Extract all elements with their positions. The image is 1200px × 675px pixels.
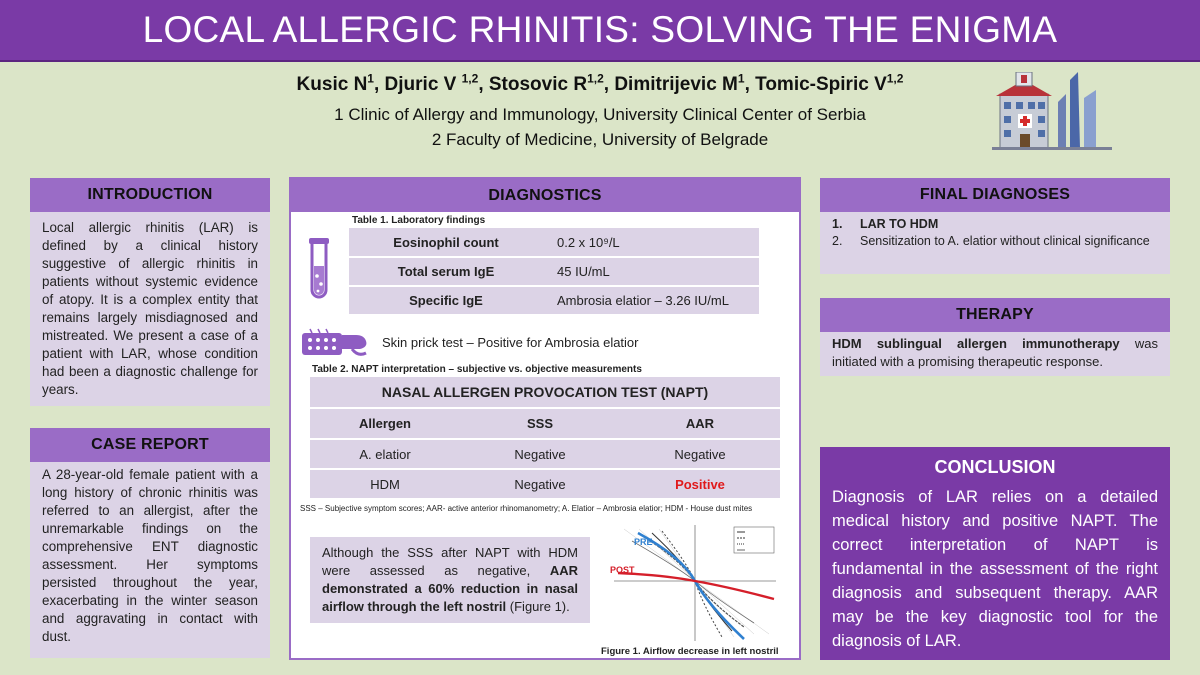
table-cell: Negative	[460, 469, 620, 499]
author: Dimitrijevic $M^1$,	[614, 72, 756, 96]
list-item: 1. LAR TO HDM	[832, 217, 939, 231]
authors	[150, 72, 1050, 96]
lab-test-name: Eosinophil count	[349, 228, 543, 257]
table-row	[349, 257, 759, 286]
author: Djuric V $^{1,2}$,	[384, 72, 489, 96]
napt-interpretation-note: Although the SSS after NAPT with HDM were assessed as negative, AAR demonstrated a 60% reduction in nasal airflow through the left nostril (Figure 1).	[310, 537, 590, 623]
figure-caption: Figure 1. Airflow decrease in left nostril	[601, 646, 779, 657]
lab-test-value: Ambrosia elatior – 3.26 IU/mL	[543, 286, 759, 315]
diagnostics-heading: DIAGNOSTICS	[291, 179, 799, 212]
list-item: 2. Sensitization to A. elatior without clinical significance	[832, 234, 1150, 248]
table-row	[349, 286, 759, 315]
table-cell: A. elatior	[310, 439, 460, 469]
table-cell: HDM	[310, 469, 460, 499]
therapy-text: HDM sublingual allergen immunotherapy was initiated with a promising therapeutic response.	[820, 332, 1170, 376]
therapy-heading: THERAPY	[820, 298, 1170, 332]
introduction-text: Local allergic rhinitis (LAR) is defined by a clinical history suggestive of allergic rhinitis in patients without systemic evidence of atopy. It is a complex entity that remains largely misdiagnosed and mistreated. We present a case of a patient with LAR, whose condition had been a diagnostic challenge for years.	[30, 212, 270, 406]
lab-test-name: Total serum IgE	[349, 257, 543, 286]
table2-caption: Table 2. NAPT interpretation – subjective vs. objective measurements	[312, 364, 642, 375]
introduction-heading: INTRODUCTION	[30, 178, 270, 212]
author: Stosovic R$^{1,2}$,	[488, 72, 615, 96]
author: Kusic $N^1$,	[296, 72, 385, 96]
poster-title: LOCAL ALLERGIC RHINITIS: SOLVING THE ENIGMA	[142, 9, 1058, 50]
napt-table	[310, 377, 780, 500]
conclusion-heading: CONCLUSION	[934, 457, 1056, 477]
column-header: AAR	[620, 409, 780, 439]
affiliation-2: 2 Faculty of Medicine, University of Belgrade	[431, 130, 769, 149]
lab-test-value: 45 IU/mL	[543, 257, 759, 286]
author: Tomic-Spiric V$^{1,2}$	[755, 72, 904, 96]
table-header-row	[310, 409, 780, 439]
pre-label: PRE	[634, 537, 653, 547]
test-tube-icon	[305, 236, 333, 302]
column-header: Allergen	[310, 409, 460, 439]
airflow-figure	[604, 519, 782, 644]
table-row	[310, 439, 780, 469]
hospital-logo-icon	[992, 72, 1112, 152]
skin-prick-arm-icon	[300, 327, 372, 359]
lab-test-name: Specific IgE	[349, 286, 543, 315]
affiliation-1: 1 Clinic of Allergy and Immunology, University Clinical Center of Serbia	[334, 105, 866, 124]
table-row	[310, 469, 780, 499]
table1-caption: Table 1. Laboratory findings	[352, 215, 486, 226]
table-cell: Negative	[620, 439, 780, 469]
table-row	[349, 228, 759, 257]
case-report-heading: CASE REPORT	[30, 428, 270, 462]
table-cell: Negative	[460, 439, 620, 469]
skin-prick-result: Skin prick test – Positive for Ambrosia elatior	[382, 335, 639, 350]
lab-test-value: 0.2 x 10⁹/L	[543, 228, 759, 257]
lab-findings-table	[349, 228, 759, 316]
conclusion-panel	[820, 447, 1170, 660]
title-bar	[0, 0, 1200, 62]
abbreviation-note: SSS – Subjective symptom scores; AAR- active anterior rhinomanometry; A. Elatior – Ambrosia elatior; HDM - House dust mites	[300, 504, 753, 513]
column-header: SSS	[460, 409, 620, 439]
post-label: POST	[610, 565, 635, 575]
case-report-text: A 28-year-old female patient with a long history of chronic rhinitis was referred to an allergist, after the unremarkable findings on the comprehensive ENT diagnostic assessment. Her symptoms persisted throughout the year, exacerbating in the winter season and aggravating in contact with dust.	[30, 462, 270, 658]
final-diagnoses-heading: FINAL DIAGNOSES	[820, 178, 1170, 212]
napt-title: NASAL ALLERGEN PROVOCATION TEST (NAPT)	[310, 377, 780, 409]
positive-result: Positive	[620, 469, 780, 499]
conclusion-text: Diagnosis of LAR relies on a detailed medical history and positive NAPT. The correct interpretation of NAPT is fundamental in the assessment of the right diagnosis and subsequent therapy. AAR may be the key diagnostic tool for the diagnosis of LAR.	[832, 488, 1158, 650]
final-diagnoses-list	[820, 212, 1170, 274]
